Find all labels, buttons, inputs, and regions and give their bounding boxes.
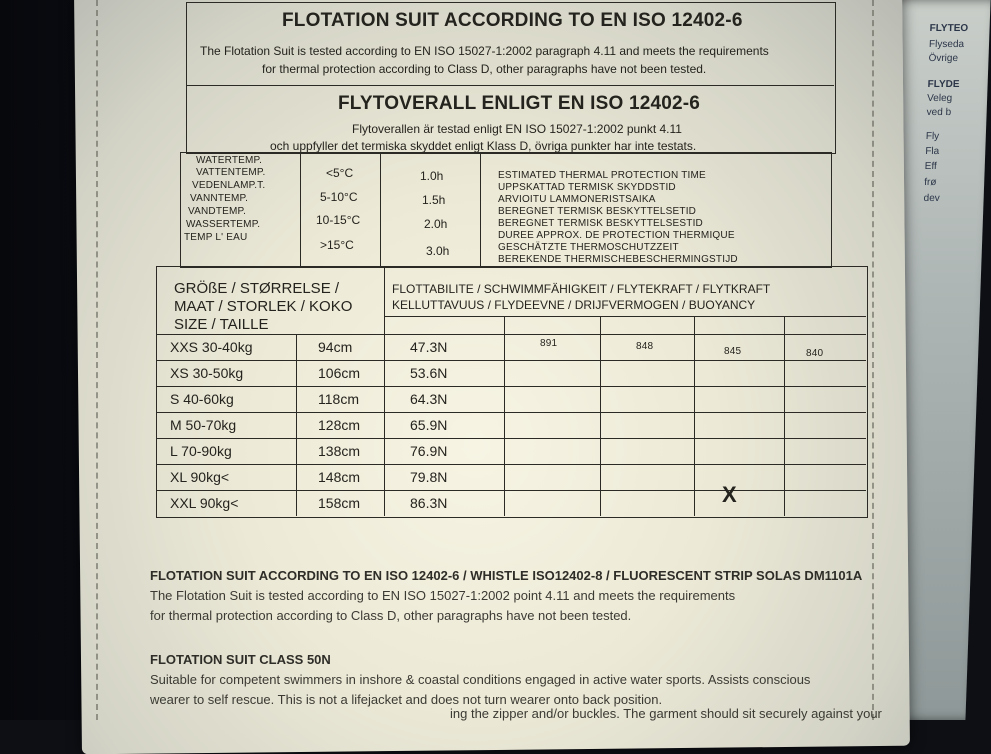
time-label-1: ESTIMATED THERMAL PROTECTION TIME — [498, 170, 706, 181]
class-line-2: wearer to self rescue. This is not a lifejacket and does not turn wearer onto back position. — [150, 692, 663, 707]
size-table-col-2 — [384, 266, 385, 516]
buoyancy-header-divider — [384, 316, 866, 317]
size-header-3: SIZE / TAILLE — [174, 316, 269, 333]
temp-3: 10-15°C — [316, 213, 361, 227]
size-cell: XXL 90kg< — [170, 495, 239, 511]
height-cell: 158cm — [318, 495, 361, 511]
thermal-col-3 — [480, 152, 481, 266]
side-text-8: Fla — [925, 146, 940, 157]
time-label-2: UPPSKATTAD TERMISK SKYDDSTID — [498, 182, 676, 193]
model-col-840 — [784, 316, 785, 516]
side-text-3: Övrige — [928, 53, 959, 64]
table-row-divider — [156, 490, 866, 491]
stitching-left — [96, 0, 98, 720]
height-cell: 128cm — [318, 417, 361, 433]
model-col-845 — [694, 316, 695, 516]
model-code-891: 891 — [540, 338, 558, 349]
time-label-7: GESCHÄTZTE THERMOSCHUTZZEIT — [498, 242, 679, 253]
selection-check-mark: X — [722, 482, 737, 507]
size-cell: S 40-60kg — [170, 391, 234, 407]
buoyancy-cell: 79.8N — [410, 469, 448, 485]
temp-2: 5-10°C — [320, 190, 358, 204]
header-divider — [186, 85, 834, 86]
buoyancy-header-2: KELLUTTAVUUS / FLYDEEVNE / DRIJFVERMOGEN / BUOYANCY — [392, 298, 756, 312]
footer-line-2: The Flotation Suit is tested according to EN ISO 15027-1:2002 point 4.11 and meets the requirements — [150, 588, 736, 603]
side-text-7: Fly — [925, 131, 940, 142]
en-line-1: The Flotation Suit is tested according to EN ISO 15027-1:2002 paragraph 4.11 and meets the requirements — [200, 44, 769, 58]
size-cell: XS 30-50kg — [170, 365, 244, 381]
buoyancy-cell: 65.9N — [410, 417, 448, 433]
size-cell: L 70-90kg — [170, 443, 232, 459]
height-cell: 148cm — [318, 469, 361, 485]
time-label-4: BEREGNET TERMISK BESKYTTELSETID — [498, 206, 697, 217]
height-cell: 118cm — [318, 391, 359, 407]
water-temp-label-2: VATTENTEMP. — [196, 167, 266, 178]
thermal-col-2 — [380, 152, 381, 266]
side-text-6: ved b — [926, 107, 952, 118]
table-row-divider — [156, 438, 866, 439]
en-title: FLOTATION SUIT ACCORDING TO EN ISO 12402-6 — [282, 10, 743, 31]
table-row-divider — [156, 464, 866, 465]
table-row-divider — [156, 412, 866, 413]
water-temp-label-5: VANDTEMP. — [188, 206, 247, 217]
class-title: FLOTATION SUIT CLASS 50N — [150, 652, 331, 667]
model-col-848 — [600, 316, 601, 516]
buoyancy-cell: 86.3N — [410, 495, 448, 511]
en-line-2: for thermal protection according to Class D, other paragraphs have not been tested. — [262, 62, 707, 76]
side-text-11: dev — [923, 193, 940, 204]
sv-title: FLYTOVERALL ENLIGT EN ISO 12402-6 — [338, 93, 701, 114]
side-text-10: frø — [924, 177, 937, 188]
sv-line-2: och uppfyller det termiska skyddet enligt Klass D, övriga punkter har inte testats. — [270, 139, 697, 153]
side-text-1: FLYTEO — [929, 23, 969, 34]
footer-line-3: for thermal protection according to Class D, other paragraphs have not been tested. — [150, 608, 632, 623]
time-label-6: DUREE APPROX. DE PROTECTION THERMIQUE — [498, 230, 735, 241]
class-line-1: Suitable for competent swimmers in inshore & coastal conditions engaged in active water sports. Assists conscious — [150, 672, 811, 687]
model-col-891 — [504, 316, 505, 516]
side-text-5: Veleg — [926, 93, 953, 104]
time-label-5: BEREGNET TERMISK BESKYTTELSESTID — [498, 218, 703, 229]
model-code-848: 848 — [636, 341, 654, 352]
size-cell: M 50-70kg — [170, 417, 237, 433]
water-temp-label-3: VEDENLAMP.T. — [192, 180, 266, 191]
model-code-840: 840 — [806, 348, 824, 359]
buoyancy-cell: 53.6N — [410, 365, 448, 381]
time-1: 1.0h — [420, 169, 444, 183]
buoyancy-cell: 47.3N — [410, 339, 448, 355]
thermal-col-1 — [300, 152, 301, 266]
size-cell: XXS 30-40kg — [170, 339, 253, 355]
size-header-2: MAAT / STORLEK / KOKO — [174, 298, 353, 315]
size-cell: XL 90kg< — [170, 469, 230, 485]
height-cell: 94cm — [318, 339, 353, 355]
sv-line-1: Flytoverallen är testad enligt EN ISO 15027-1:2002 punkt 4.11 — [352, 122, 682, 136]
temp-4: >15°C — [320, 238, 354, 252]
water-temp-label-4: VANNTEMP. — [190, 193, 249, 204]
buoyancy-header-1: FLOTTABILITE / SCHWIMMFÄHIGKEIT / FLYTEKRAFT / FLYTKRAFT — [392, 282, 771, 296]
class-line-3: ing the zipper and/or buckles. The garment should sit securely against your — [450, 706, 882, 721]
table-row-divider — [156, 386, 866, 387]
time-label-3: ARVIOITU LAMMONERISTSAIKA — [498, 194, 656, 205]
footer-line-1: FLOTATION SUIT ACCORDING TO EN ISO 12402-6 / WHISTLE ISO12402-8 / FLUORESCENT STRIP SOLAS DM1101A — [150, 568, 863, 583]
side-text-9: Eff — [924, 161, 937, 172]
side-text-4: FLYDE — [927, 79, 960, 90]
stitching-right — [872, 0, 874, 720]
time-3: 2.0h — [424, 217, 448, 231]
temp-1: <5°C — [326, 166, 354, 180]
height-cell: 106cm — [318, 365, 361, 381]
size-header-divider — [156, 334, 866, 335]
size-table-col-height — [296, 334, 297, 516]
time-2: 1.5h — [422, 193, 446, 207]
water-temp-label-7: TEMP L' EAU — [184, 232, 248, 243]
side-text-2: Flyseda — [928, 39, 965, 50]
size-header-1: GRÖßE / STØRRELSE / — [174, 280, 340, 297]
table-row-divider — [156, 360, 866, 361]
time-4: 3.0h — [426, 244, 450, 258]
water-temp-label-6: WASSERTEMP. — [186, 219, 261, 230]
water-temp-label-1: WATERTEMP. — [196, 155, 263, 166]
height-cell: 138cm — [318, 443, 361, 459]
buoyancy-cell: 64.3N — [410, 391, 448, 407]
model-code-845: 845 — [724, 346, 742, 357]
time-label-8: BEREKENDE THERMISCHEBESCHERMINGSTIJD — [498, 254, 738, 265]
buoyancy-cell: 76.9N — [410, 443, 448, 459]
